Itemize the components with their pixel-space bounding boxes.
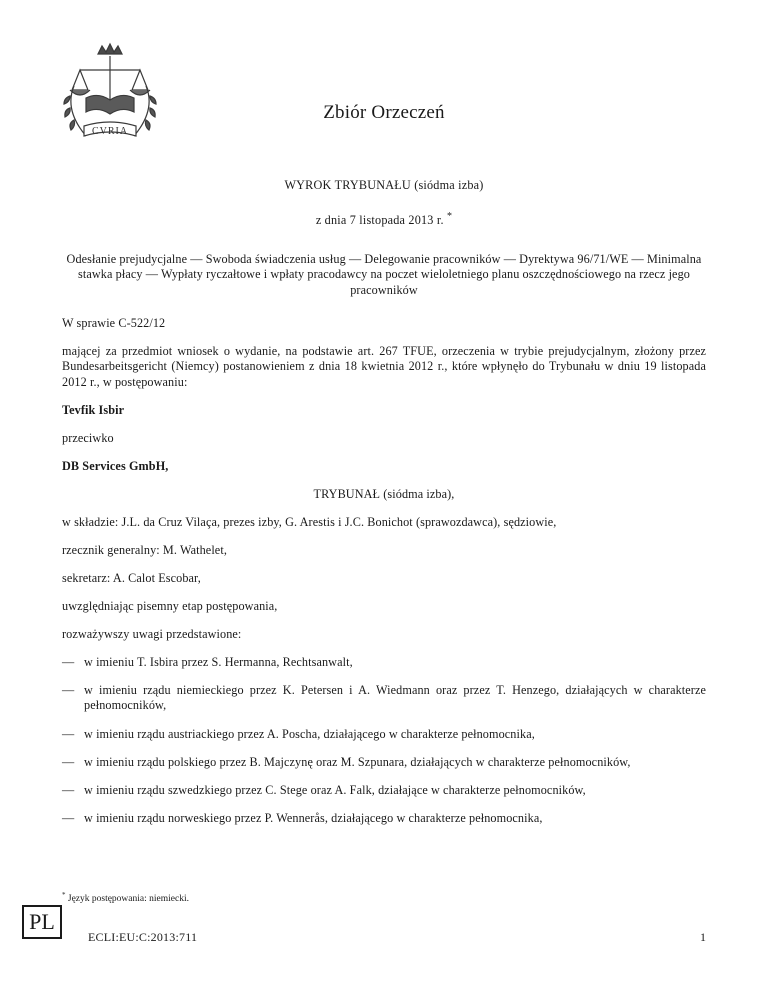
dash-marker: — <box>62 811 75 825</box>
registrar: sekretarz: A. Calot Escobar, <box>62 571 201 585</box>
dash-marker: — <box>62 655 75 669</box>
dash-marker: — <box>62 755 75 769</box>
footnote-marker[interactable]: * <box>446 211 453 222</box>
observation-item <box>62 755 706 770</box>
page-number: 1 <box>700 930 706 944</box>
language-badge: PL <box>22 905 62 939</box>
judgment-date <box>0 209 768 229</box>
procedure-note: uwzględniając pisemny etap postępowania, <box>62 599 278 613</box>
judgment-date-text: z dnia 7 listopada 2013 r. <box>315 213 444 228</box>
footnote <box>62 891 189 904</box>
observations-intro: rozważywszy uwagi przedstawione: <box>62 627 242 641</box>
footnote-marker: * <box>62 891 66 899</box>
observation-text: w imieniu T. Isbira przez S. Hermanna, Rechtsanwalt, <box>84 655 353 669</box>
judgment-title: WYROK TRYBUNAŁU (siódma izba) <box>284 178 484 192</box>
observation-text: w imieniu rządu austriackiego przez A. Poscha, działającego w charakterze pełnomocnika, <box>84 727 535 741</box>
observation-text: w imieniu rządu polskiego przez B. Majczynę oraz M. Szpunara, działających w charakterze pełnomocników, <box>84 755 631 769</box>
collection-title: Zbiór Orzeczeń <box>323 102 445 123</box>
logo-text: CVRIA <box>91 126 129 137</box>
observation-text: w imieniu rządu szwedzkiego przez C. Stege oraz A. Falk, działające w charakterze pełnomocników, <box>84 783 586 797</box>
dash-marker: — <box>62 727 75 741</box>
observation-item <box>62 727 706 742</box>
dash-marker: — <box>62 783 75 797</box>
keywords: Odesłanie prejudycjalne — Swoboda świadczenia usług — Delegowanie pracowników — Dyrektywa 96/71/WE — Minimalna stawka płacy — Wypłaty ryczałtowe i wpłaty pracodawcy na poczet wieloletniego planu oszczędnościowego na rzecz jego pracowników <box>66 252 702 297</box>
observation-item <box>62 783 706 798</box>
curia-logo <box>56 40 160 152</box>
footnote-text: Język postępowania: niemiecki. <box>67 894 189 905</box>
subject-paragraph: mającej za przedmiot wniosek o wydanie, na podstawie art. 267 TFUE, orzeczenia w trybie prejudycjalnym, złożony przez Bundesarbeitsgericht (Niemcy) postanowieniem z dnia 18 kwietnia 2012 r., które wpłynęło do Trybunału w dniu 19 listopada 2012 r., w postępowaniu: <box>62 344 706 389</box>
ecli-identifier: ECLI:EU:C:2013:711 <box>88 930 198 944</box>
observation-item <box>62 655 706 670</box>
court-label: TRYBUNAŁ (siódma izba), <box>313 487 455 501</box>
party-defendant: DB Services GmbH, <box>62 459 169 473</box>
observation-item <box>62 811 706 826</box>
advocate-general: rzecznik generalny: M. Wathelet, <box>62 543 227 557</box>
observation-text: w imieniu rządu norweskiego przez P. Wennerås, działającego w charakterze pełnomocnika, <box>84 811 543 825</box>
versus-label: przeciwko <box>62 431 114 445</box>
observation-text: w imieniu rządu niemieckiego przez K. Petersen i A. Wiedmann oraz przez T. Henzego, działających w charakterze pełnomocników, <box>84 683 706 713</box>
observation-item <box>62 683 706 714</box>
court-composition: w składzie: J.L. da Cruz Vilaça, prezes izby, G. Arestis i J.C. Bonichot (sprawozdawca), sędziowie, <box>62 515 557 529</box>
dash-marker: — <box>62 683 75 697</box>
case-number: W sprawie C-522/12 <box>62 316 166 330</box>
party-applicant: Tevfik Isbir <box>62 403 125 417</box>
